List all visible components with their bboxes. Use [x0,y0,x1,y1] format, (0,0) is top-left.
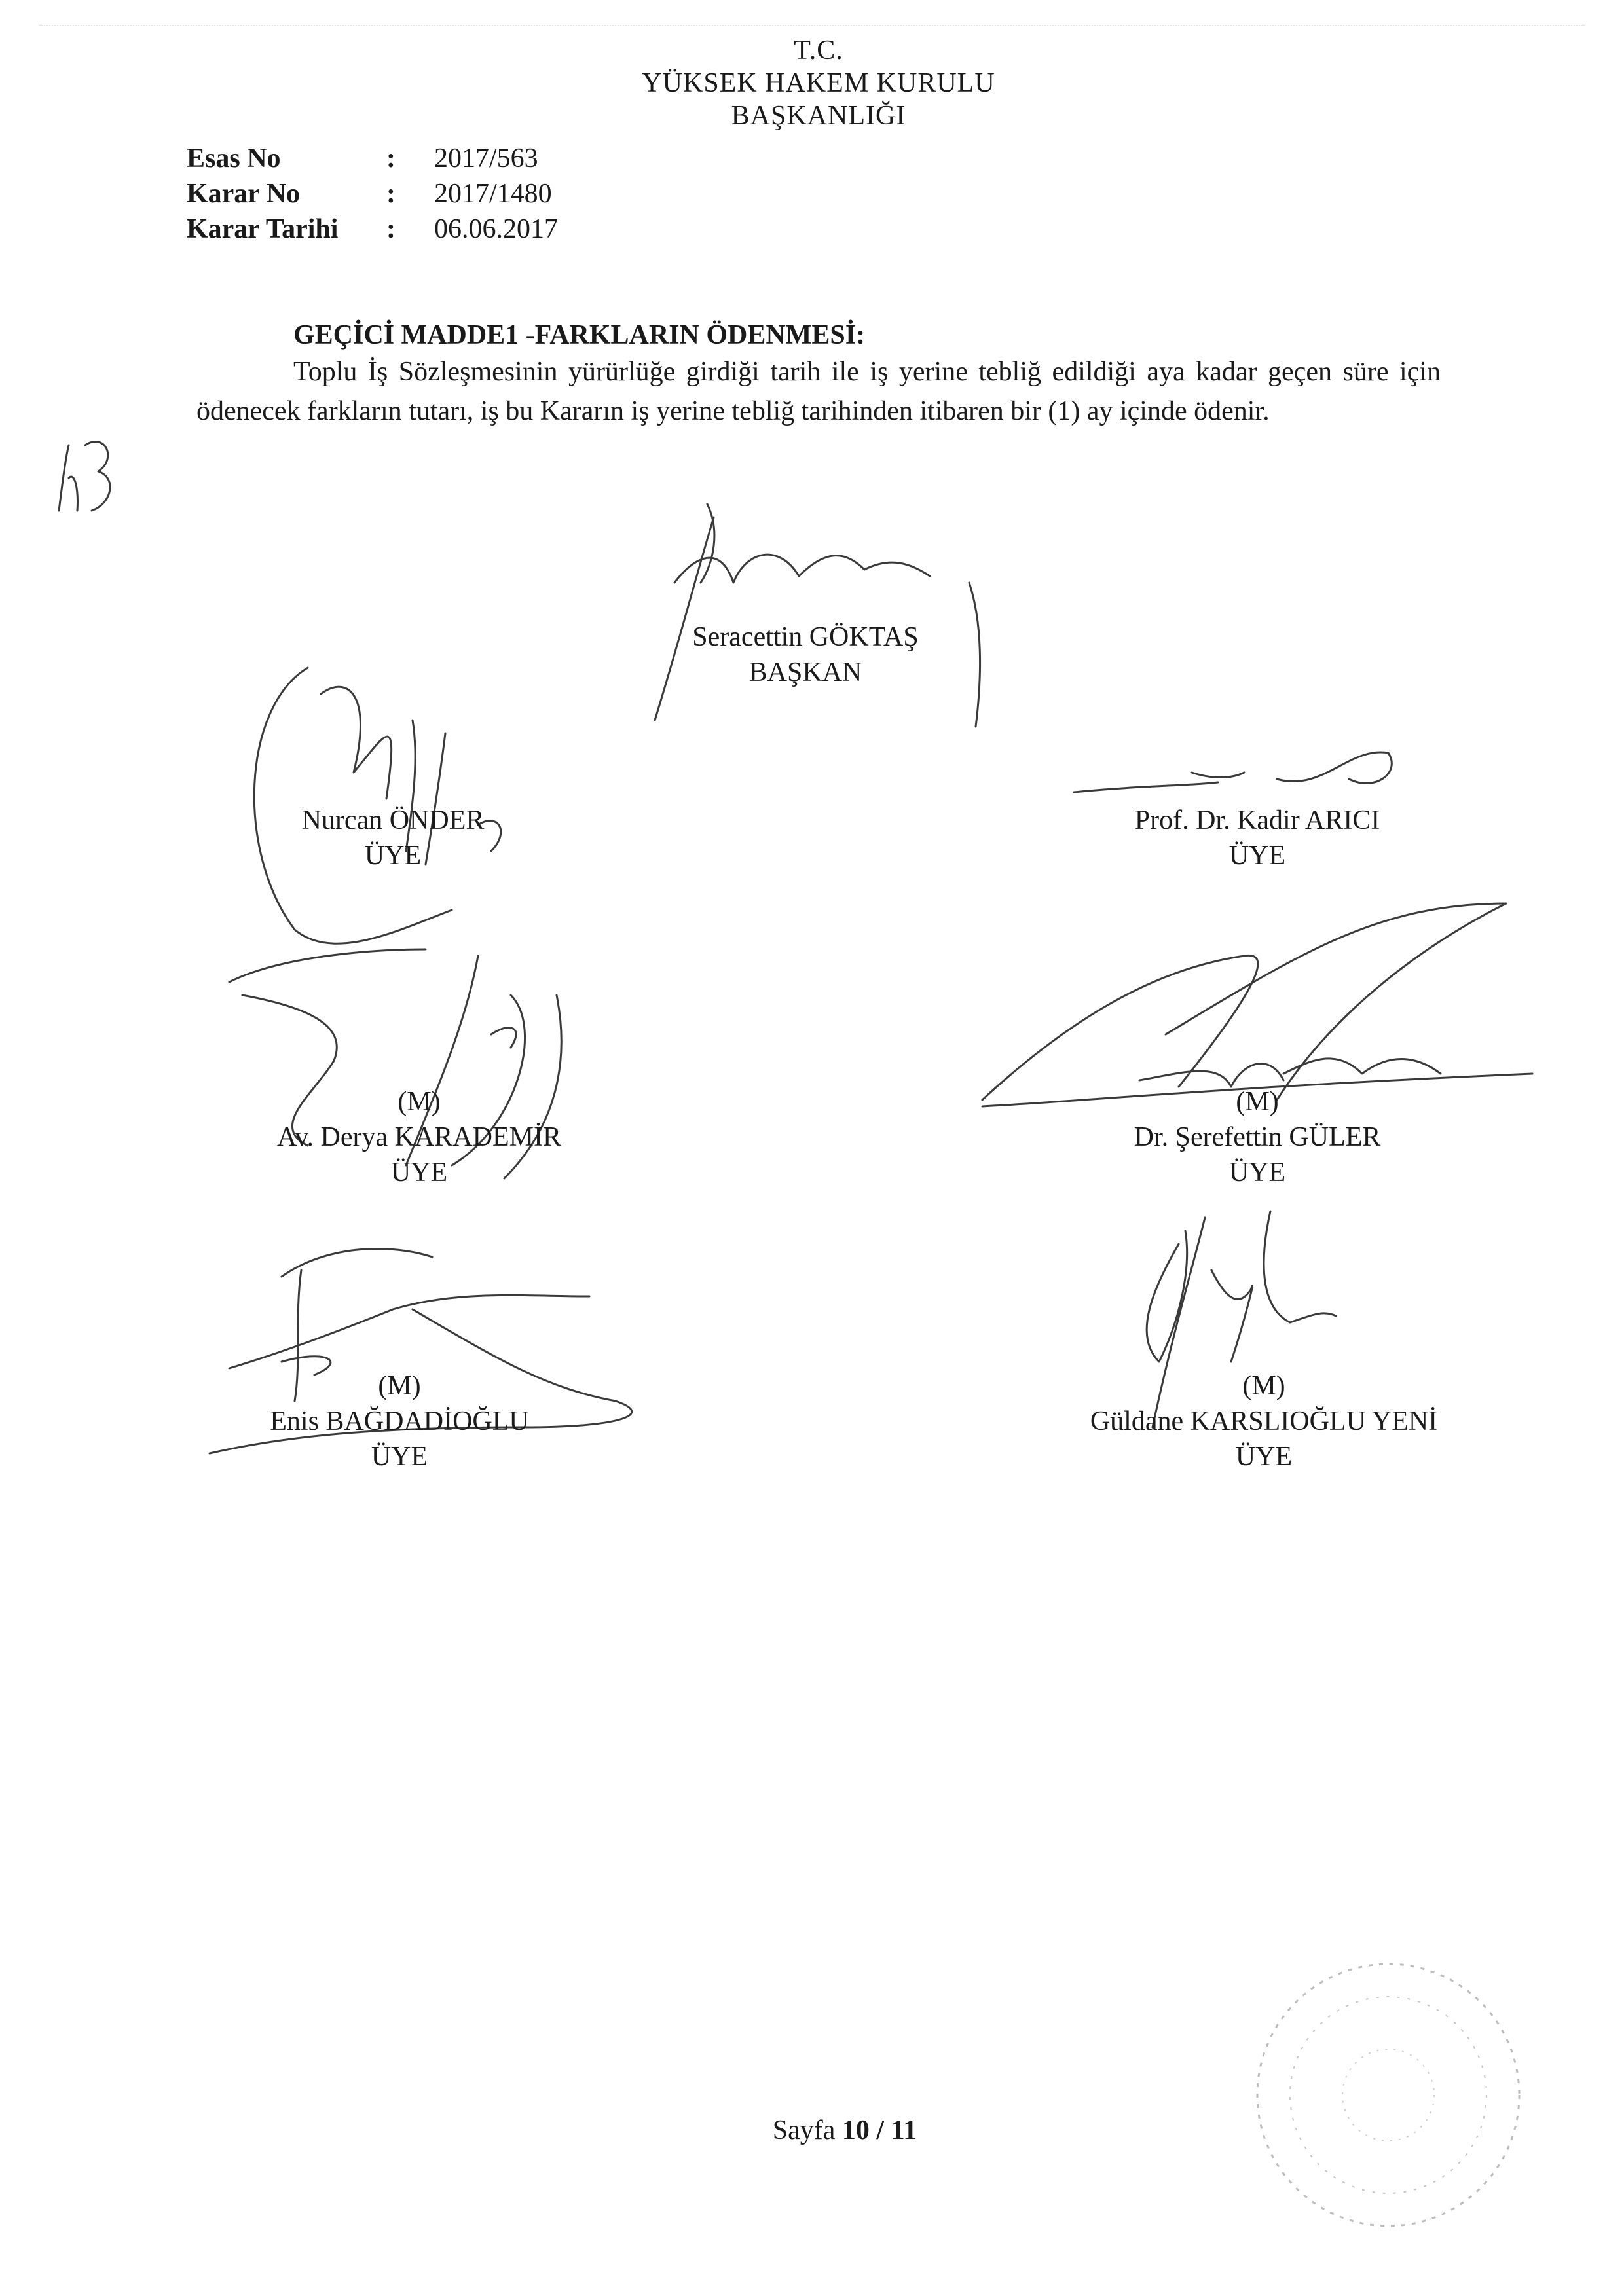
margin-initials [46,432,131,530]
member5-name: Enis BAĞDADİOĞLU [270,1406,529,1436]
meta-colon: : [386,179,396,209]
page-prefix: Sayfa [772,2115,836,2145]
member5-title: ÜYE [371,1442,428,1472]
header-institution: YÜKSEK HAKEM KURULU [642,68,995,98]
meta-value: 2017/563 [434,143,538,173]
signature-member4 [1074,1084,1441,1190]
signature-member2 [1074,803,1441,873]
meta-label: Karar No [187,179,301,209]
member2-title: ÜYE [1228,841,1286,871]
member2-signature [1061,733,1428,812]
meta-colon: : [386,143,396,173]
official-stamp [1244,1951,1532,2239]
member2-name: Prof. Dr. Kadir ARICI [1134,805,1380,835]
member4-note: (M) [1236,1087,1279,1117]
meta-label: Esas No [187,143,281,173]
meta-colon: : [386,214,396,244]
meta-label: Karar Tarihi [187,214,339,244]
chair-title: BAŞKAN [748,657,862,687]
page-separator: / [876,2115,885,2145]
meta-value: 06.06.2017 [434,214,558,244]
member3-note: (M) [397,1087,441,1117]
member3-title: ÜYE [390,1157,448,1188]
member6-note: (M) [1242,1371,1285,1401]
member4-title: ÜYE [1228,1157,1286,1188]
signature-member6 [982,1368,1545,1474]
signature-member1 [216,803,570,873]
member4-name: Dr. Şerefettin GÜLER [1134,1122,1381,1152]
scan-edge-line [39,25,1585,26]
page-total: 11 [891,2115,917,2145]
signature-member5 [196,1368,602,1474]
page-current: 10 [841,2115,870,2145]
header-presidency: BAŞKANLIĞI [731,101,906,131]
member1-title: ÜYE [364,841,422,871]
chair-name: Seracettin GÖKTAŞ [692,622,919,652]
page-footer [720,2115,969,2146]
article-heading: GEÇİCİ MADDE1 -FARKLARIN ÖDENMESİ: [293,320,866,350]
member5-note: (M) [378,1371,421,1401]
member6-title: ÜYE [1235,1442,1293,1472]
article-body: Toplu İş Sözleşmesinin yürürlüğe girdiği tarih ile iş yerine tebliğ edildiği aya kadar geçen süre için ödenecek farkların tutarı, iş bu Kararın iş yerine tebliğ tarihinden itibaren bir (1) ay içinde ödenir. [196,357,1441,426]
signature-member3 [216,1084,622,1190]
meta-value: 2017/1480 [434,179,552,209]
member1-name: Nurcan ÖNDER [301,805,485,835]
member3-name: Av. Derya KARADEMİR [277,1122,561,1152]
signature-chair [655,619,956,690]
header-tc: T.C. [794,35,843,65]
member6-name: Güldane KARSLIOĞLU YENİ [1090,1406,1438,1436]
header-block [524,34,1113,132]
